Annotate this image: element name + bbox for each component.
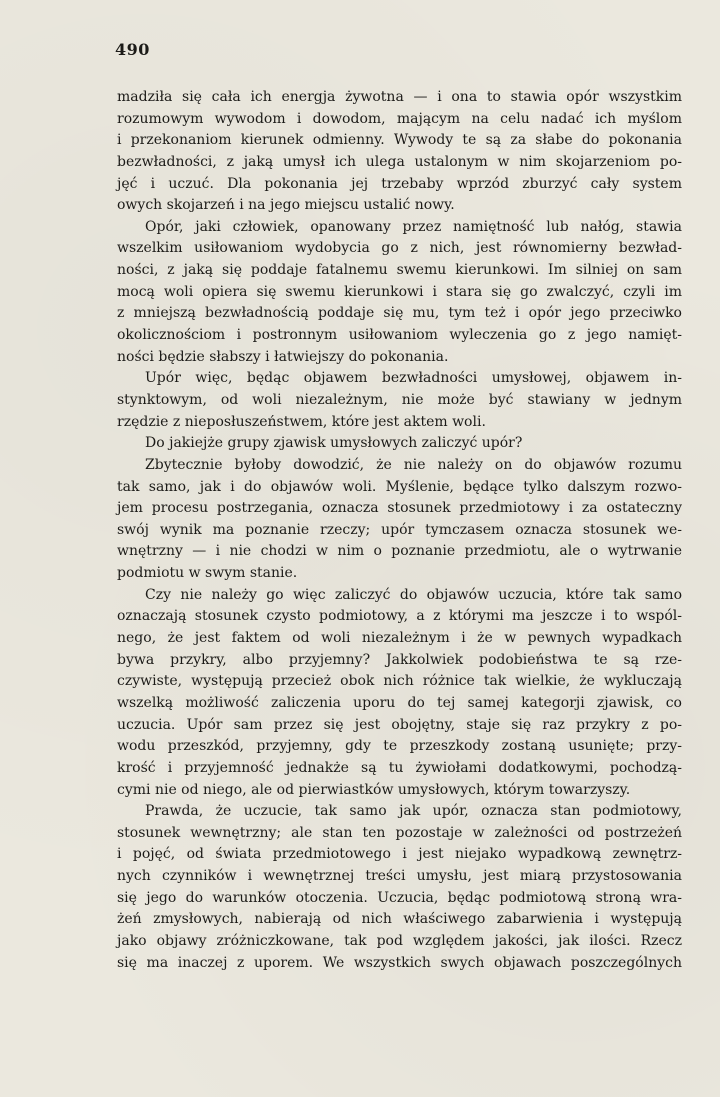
text-line: Upór więc, będąc objawem bezwładności umysłowej, objawem in- [145, 370, 682, 387]
text-line: podmiotu w swym stanie. [117, 565, 298, 582]
text-line: wnętrzny — i nie chodzi w nim o poznanie przedmiotu, ale o wytrwanie [117, 543, 682, 560]
text-line: nego, że jest faktem od woli niezależnym i że w pewnych wypadkach [117, 630, 682, 647]
page-number: 490 [115, 40, 150, 59]
text-line: Czy nie należy go więc zaliczyć do objawów uczucia, które tak samo [145, 586, 682, 603]
text-line: stynktowym, od woli niezależnym, nie może być stawiany w jednym [117, 391, 682, 408]
text-line: mocą woli opiera się swemu kierunkowi i stara się go zwalczyć, czyli im [117, 283, 682, 300]
text-line: żeń zmysłowych, nabierają od nich właściwego zabarwienia i występują [117, 911, 682, 928]
text-line: oznaczają stosunek czysto podmiotowy, a z którymi ma jeszcze i to wspól- [117, 608, 682, 625]
text-line: bywa przykry, albo przyjemny? Jakkolwiek podobieństwa te są rze- [117, 651, 682, 668]
text-line: madziła się cała ich energja żywotna — i ona to stawia opór wszystkim [117, 89, 682, 105]
text-line: bezwładności, z jaką umysł ich ulega ustalonym w nim skojarzeniom po- [117, 153, 682, 170]
text-line: jem procesu postrzegania, oznacza stosunek przedmiotowy i za ostateczny [117, 500, 682, 517]
text-line: i przekonaniom kierunek odmienny. Wywody te są za słabe do pokonania [117, 132, 682, 149]
text-line: czywiste, występują przecież obok nich różnice tak wielkie, że wykluczają [117, 673, 682, 690]
text-line: owych skojarzeń i na jego miejscu ustalić nowy. [117, 197, 455, 214]
text-line: uczucia. Upór sam przez się jest obojętny, staje się raz przykry z po- [117, 716, 682, 733]
body-text [117, 87, 682, 974]
text-line: wszelką możliwość zaliczenia uporu do tej samej kategorji zjawisk, co [117, 694, 682, 711]
text-line: Opór, jaki człowiek, opanowany przez namiętność lub nałóg, stawia [145, 218, 682, 235]
text-line: jako objawy zróżniczkowane, tak pod względem jakości, jak ilości. Rzecz [117, 932, 682, 949]
text-line: krość i przyjemność jednakże są tu żywiołami dodatkowymi, pochodzą- [117, 759, 682, 776]
text-line: jęć i uczuć. Dla pokonania jej trzebaby wprzód zburzyć cały system [117, 175, 682, 192]
text-line: Zbytecznie byłoby dowodzić, że nie należy on do objawów rozumu [145, 456, 682, 473]
text-line: nych czynników i wewnętrznej treści umysłu, jest miarą przystosowania [117, 868, 682, 885]
text-line: rozumowym wywodom i dowodom, mającym na celu nadać ich myślom [117, 110, 682, 127]
text-line: się jego do warunków otoczenia. Uczucia, będąc podmiotową stroną wra- [117, 889, 682, 906]
text-line: stosunek wewnętrzny; ale stan ten pozostaje w zależności od postrzeżeń [117, 824, 682, 841]
text-line: swój wynik ma poznanie rzeczy; upór tymczasem oznacza stosunek we- [117, 521, 682, 538]
text-line: ności, z jaką się poddaje fatalnemu swemu kierunkowi. Im silniej on sam [117, 262, 682, 279]
text-line: Do jakiejże grupy zjawisk umysłowych zaliczyć upór? [145, 435, 523, 452]
text-line: z mniejszą bezwładnością poddaje się mu, tym też i opór jego przeciwko [117, 305, 682, 322]
text-line: i pojęć, od świata przedmiotowego i jest niejako wypadkową zewnętrz- [117, 846, 682, 863]
text-line: rzędzie z nieposłuszeństwem, które jest aktem woli. [117, 413, 486, 430]
text-line: wszelkim usiłowaniom wydobycia go z nich, jest równomierny bezwład- [117, 240, 682, 257]
text-line: cymi nie od niego, ale od pierwiastków umysłowych, którym towarzyszy. [117, 781, 631, 798]
text-line: okolicznościom i postronnym usiłowaniom wyleczenia go z jego namięt- [117, 327, 682, 344]
text-line: Prawda, że uczucie, tak samo jak upór, oznacza stan podmiotowy, [145, 803, 682, 820]
text-line: tak samo, jak i do objawów woli. Myślenie, będące tylko dalszym rozwo- [117, 478, 682, 495]
text-line: się ma inaczej z uporem. We wszystkich swych objawach poszczególnych [117, 954, 682, 971]
text-line: wodu przeszkód, przyjemny, gdy te przeszkody zostaną usunięte; przy- [117, 738, 682, 755]
text-line: ności będzie słabszy i łatwiejszy do pokonania. [117, 348, 449, 365]
